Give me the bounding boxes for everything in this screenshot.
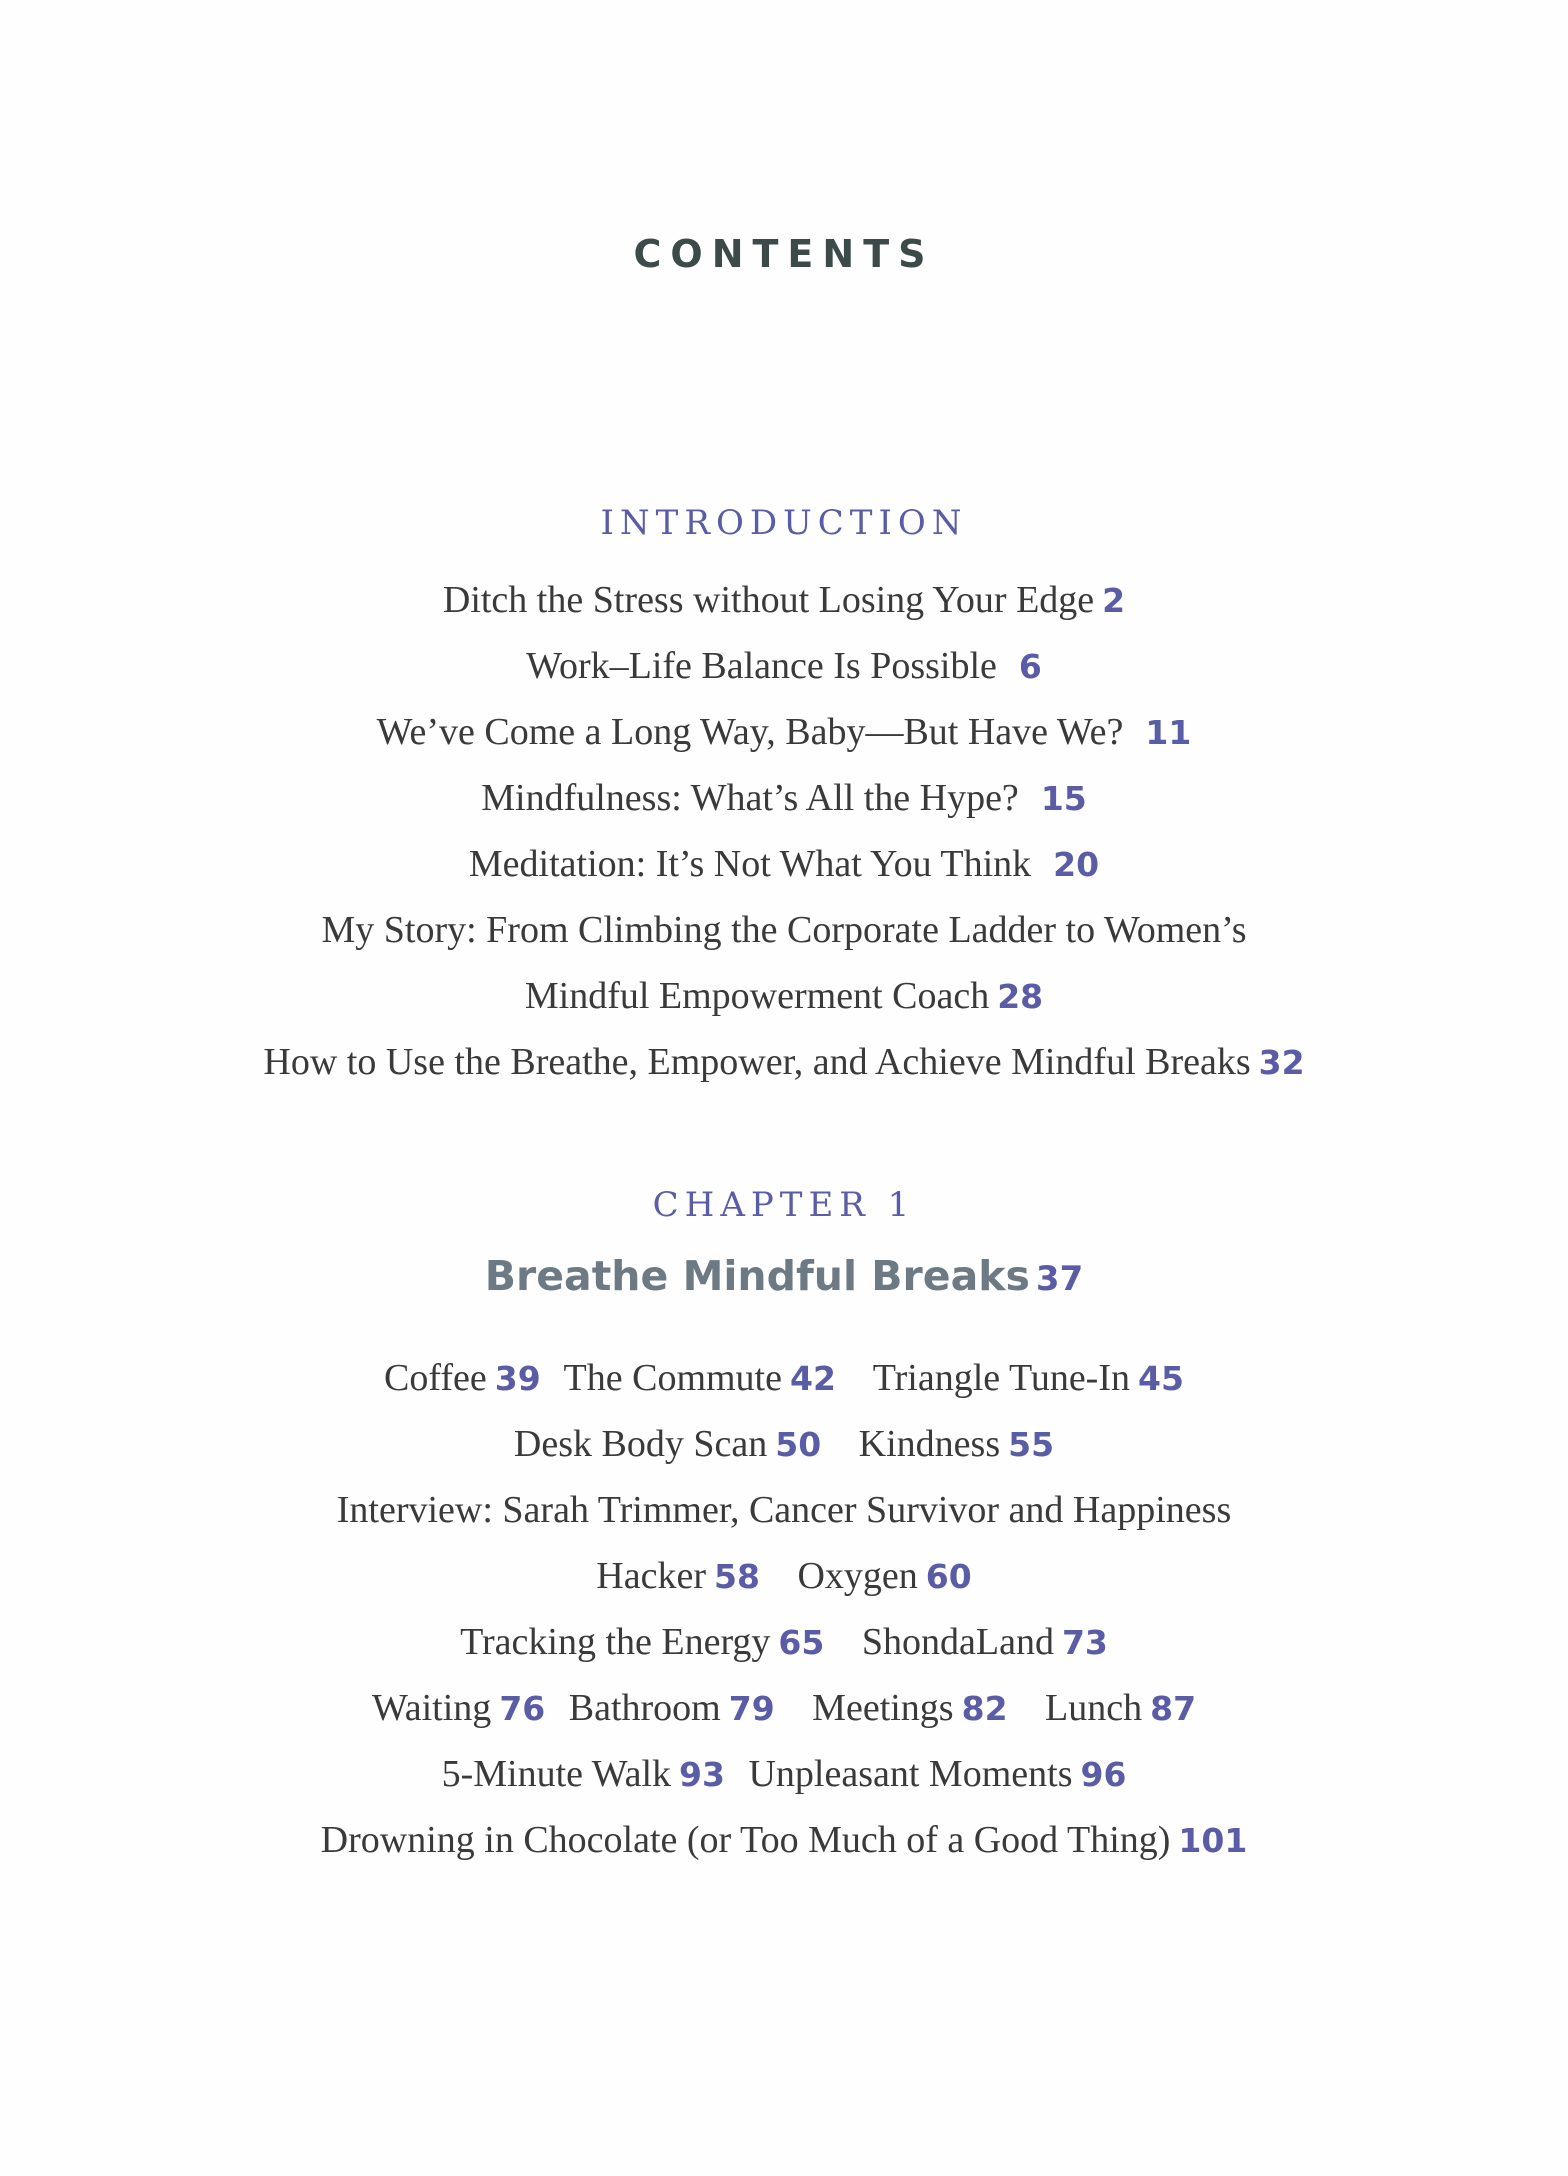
toc-entry-text: ShondaLand (861, 1621, 1054, 1663)
toc-entry[interactable] (384, 1357, 541, 1399)
toc-entry[interactable] (0, 710, 1568, 754)
toc-entry-text: Meditation: It’s Not What You Think (468, 843, 1032, 885)
toc-entry[interactable] (0, 644, 1568, 688)
toc-entry-text: Ditch the Stress without Losing Your Edge (442, 579, 1095, 621)
page-number: 6 (1018, 647, 1042, 686)
chapter-title-text: Breathe Mindful Breaks (484, 1252, 1030, 1300)
toc-entry[interactable] (859, 1423, 1054, 1465)
toc-line (0, 1752, 1568, 1796)
introduction-label: INTRODUCTION (600, 503, 968, 543)
toc-line (0, 1620, 1568, 1664)
toc-entry[interactable] (0, 1488, 1568, 1532)
toc-entry-text: My Story: From Climbing the Corporate Ladder to Women’s (321, 909, 1247, 951)
page-number: 93 (679, 1755, 725, 1794)
toc-entry[interactable] (514, 1423, 821, 1465)
toc-entry-text: Drowning in Chocolate (or Too Much of a Good Thing) (320, 1819, 1171, 1861)
toc-entry-text: Mindfulness: What’s All the Hype? (481, 777, 1019, 819)
toc-entry-text: 5-Minute Walk (441, 1753, 672, 1795)
page-title: CONTENTS (633, 232, 935, 276)
page-number: 87 (1150, 1689, 1197, 1728)
toc-entry[interactable] (797, 1555, 971, 1597)
toc-entry-text: Waiting (371, 1687, 492, 1729)
page-number: 58 (714, 1557, 760, 1596)
toc-entry-text: The Commute (563, 1357, 782, 1399)
toc-entry[interactable] (0, 1040, 1568, 1084)
page-number: 79 (728, 1689, 775, 1728)
toc-entry-text: Mindful Empowerment Coach (524, 975, 990, 1017)
page-number: 11 (1145, 713, 1192, 752)
page-number: 82 (961, 1689, 1008, 1728)
page-number: 32 (1258, 1043, 1305, 1082)
toc-entry[interactable] (0, 974, 1568, 1018)
toc-entry-text: Triangle Tune-In (872, 1357, 1130, 1399)
toc-entry[interactable] (1045, 1687, 1196, 1729)
page-number: 2 (1102, 581, 1126, 620)
toc-entry-text: Oxygen (797, 1555, 918, 1597)
page-number: 39 (494, 1359, 541, 1398)
toc-entry-text: We’ve Come a Long Way, Baby—But Have We? (376, 711, 1124, 753)
toc-entry[interactable] (873, 1357, 1184, 1399)
page-number: 65 (778, 1623, 825, 1662)
toc-entry[interactable] (0, 1818, 1568, 1862)
page-number: 60 (925, 1557, 972, 1596)
toc-entry-text: Unpleasant Moments (748, 1753, 1073, 1795)
page-number: 45 (1138, 1359, 1184, 1398)
toc-line (0, 1356, 1568, 1400)
toc-entry[interactable] (460, 1621, 824, 1663)
toc-entry-text: Interview: Sarah Trimmer, Cancer Survivor and Happiness (336, 1489, 1232, 1531)
toc-entry[interactable] (862, 1621, 1108, 1663)
page-number: 28 (997, 977, 1044, 1016)
chapter-label: CHAPTER 1 (652, 1185, 916, 1225)
page-number: 15 (1040, 779, 1087, 818)
toc-entry[interactable] (564, 1357, 836, 1399)
toc-line (0, 1422, 1568, 1466)
toc-entry[interactable] (0, 842, 1568, 886)
toc-entry-text: How to Use the Breathe, Empower, and Achieve Mindful Breaks (263, 1041, 1251, 1083)
page-number: 20 (1053, 845, 1100, 884)
page-number: 76 (499, 1689, 546, 1728)
toc-entry[interactable] (372, 1687, 545, 1729)
page-number: 37 (1035, 1259, 1084, 1299)
toc-entry[interactable] (0, 908, 1568, 952)
toc-entry-text: Coffee (384, 1357, 487, 1399)
page-number: 50 (775, 1425, 822, 1464)
toc-entry[interactable] (812, 1687, 1007, 1729)
chapter-title[interactable] (0, 1252, 1568, 1300)
toc-entry[interactable] (748, 1753, 1126, 1795)
toc-entry[interactable] (442, 1753, 725, 1795)
toc-line (0, 1554, 1568, 1598)
toc-entry-text: Hacker (596, 1555, 706, 1597)
toc-entry-text: Meetings (812, 1687, 954, 1729)
toc-entry[interactable] (569, 1687, 775, 1729)
toc-entry[interactable] (596, 1555, 760, 1597)
toc-entry-text: Bathroom (568, 1687, 721, 1729)
toc-line (0, 1686, 1568, 1730)
toc-entry-text: Lunch (1045, 1687, 1143, 1729)
page-number: 73 (1061, 1623, 1108, 1662)
toc-entry[interactable] (0, 578, 1568, 622)
page-number: 55 (1008, 1425, 1055, 1464)
toc-entry-text: Tracking the Energy (460, 1621, 771, 1663)
page-number: 101 (1178, 1821, 1248, 1860)
toc-entry-text: Desk Body Scan (513, 1423, 768, 1465)
toc-entry[interactable] (0, 776, 1568, 820)
toc-entry-text: Kindness (858, 1423, 1001, 1465)
page-number: 42 (789, 1359, 836, 1398)
page-number: 96 (1080, 1755, 1127, 1794)
toc-entry-text: Work–Life Balance Is Possible (526, 645, 997, 687)
